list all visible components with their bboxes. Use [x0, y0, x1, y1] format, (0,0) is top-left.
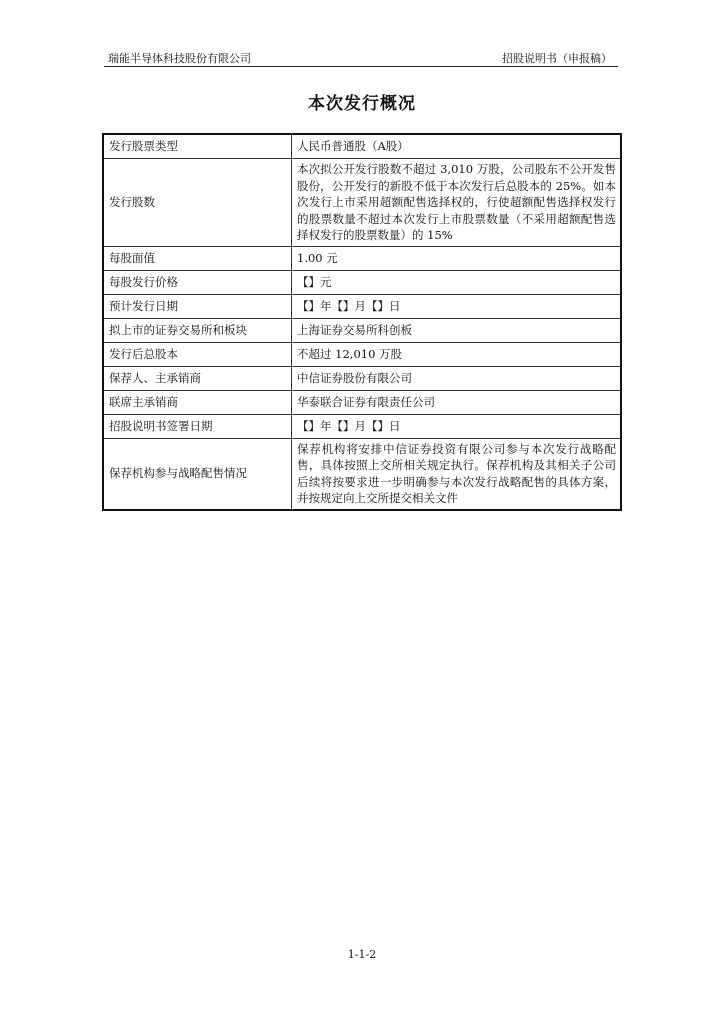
row-label: 每股面值 [103, 246, 292, 270]
table-row [103, 134, 621, 159]
row-value: 上海证券交易所科创板 [292, 318, 622, 342]
row-label: 保荐机构参与战略配售情况 [103, 438, 292, 510]
row-label: 发行股数 [103, 159, 292, 247]
row-label: 保荐人、主承销商 [103, 366, 292, 390]
row-value: 不超过 12,010 万股 [292, 342, 622, 366]
page-number: 1-1-2 [347, 948, 377, 961]
table-row [103, 342, 621, 366]
row-value: 中信证券股份有限公司 [292, 366, 622, 390]
row-label: 每股发行价格 [103, 270, 292, 294]
table-row [103, 159, 621, 247]
page-title: 本次发行概况 [308, 94, 416, 114]
row-value: 【】年【】月【】日 [292, 414, 622, 438]
table-row [103, 366, 621, 390]
row-value: 本次拟公开发行股数不超过 3,010 万股，公司股东不公开发售股份，公开发行的新股不低于本次发行后总股本的 25%。如本次发行上市采用超额配售选择权的，行使超额配售选择权发行的股票数量不超过本次发行上市股票数量（不采用超额配售选择权发行的股票数量）的 15% [292, 159, 622, 247]
row-label: 发行股票类型 [103, 134, 292, 159]
row-label: 发行后总股本 [103, 342, 292, 366]
header-company-name: 瑞能半导体科技股份有限公司 [108, 52, 251, 65]
table-row [103, 390, 621, 414]
table-row [103, 294, 621, 318]
table-row [103, 270, 621, 294]
header-document-type: 招股说明书（申报稿） [502, 52, 612, 65]
row-value: 【】年【】月【】日 [292, 294, 622, 318]
table-row [103, 246, 621, 270]
row-value: 1.00 元 [292, 246, 622, 270]
table-row [103, 438, 621, 510]
offering-summary-table [102, 133, 622, 511]
table-row [103, 318, 621, 342]
row-value: 保荐机构将安排中信证券投资有限公司参与本次发行战略配售，具体按照上交所相关规定执行。保荐机构及其相关子公司后续将按要求进一步明确参与本次发行战略配售的具体方案，并按规定向上交所提交相关文件 [292, 438, 622, 510]
row-value: 【】元 [292, 270, 622, 294]
row-label: 招股说明书签署日期 [103, 414, 292, 438]
row-value: 人民币普通股（A股） [292, 134, 622, 159]
row-label: 拟上市的证券交易所和板块 [103, 318, 292, 342]
row-label: 预计发行日期 [103, 294, 292, 318]
header-divider [104, 66, 618, 67]
table-row [103, 414, 621, 438]
row-label: 联席主承销商 [103, 390, 292, 414]
row-value: 华泰联合证券有限责任公司 [292, 390, 622, 414]
